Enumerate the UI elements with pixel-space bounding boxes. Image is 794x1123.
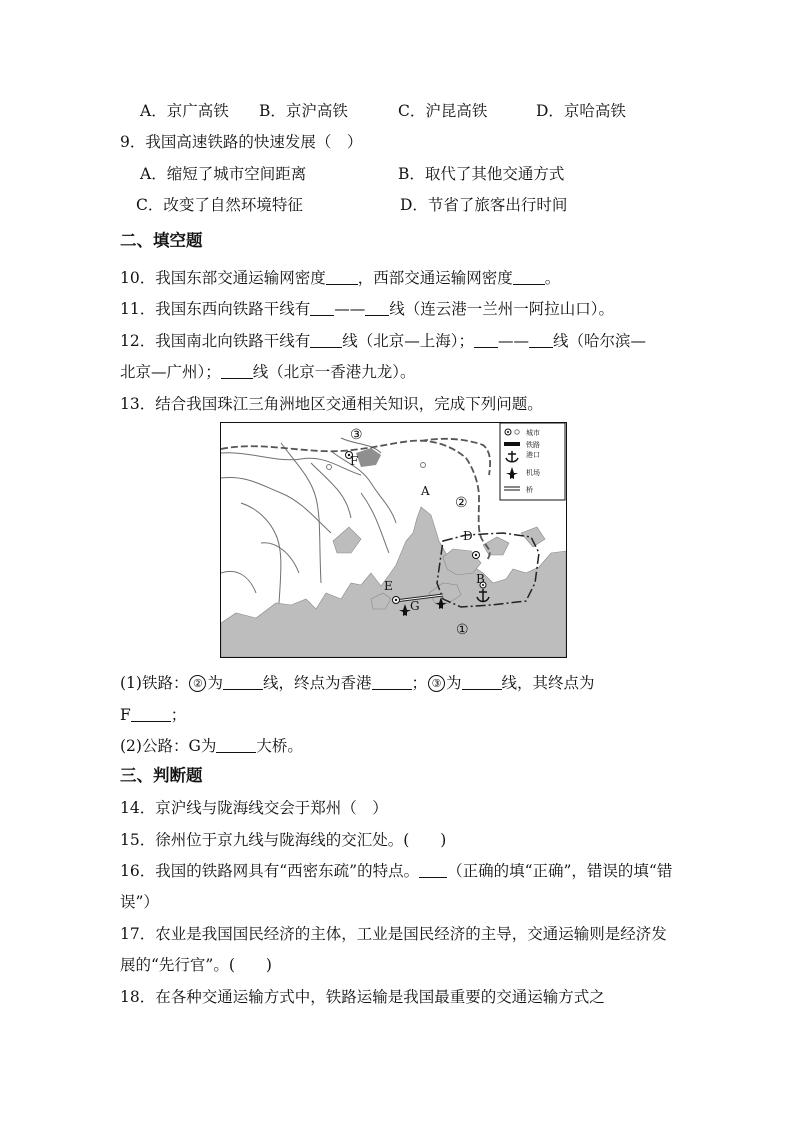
railway-to-shenzhen [421, 439, 490, 475]
q15: 15．徐州位于京九线与陇海线的交汇处。( ) [120, 831, 447, 849]
q13-blank-5[interactable] [216, 736, 256, 753]
q12-blank-1[interactable] [310, 331, 342, 348]
legend-city: 城市 [526, 429, 540, 437]
q11-blank-1[interactable] [310, 299, 334, 316]
q11: 11．我国东西向铁路干线有 —— 线（连云港一兰州一阿拉山口）。 [120, 300, 614, 318]
q14: 14．京沪线与陇海线交会于郑州（ ） [120, 799, 388, 817]
map-label-f: F [350, 454, 359, 468]
q13-sub1-line2: F ； [120, 706, 187, 724]
q16-line2: 误”） [120, 893, 159, 911]
section-3-title: 三、判断题 [120, 766, 203, 785]
q13-sub2: (2)公路：G为 大桥。 [120, 737, 303, 755]
q10-blank-2[interactable] [513, 268, 545, 285]
q17-line2: 展的“先行官”。( ) [120, 956, 272, 974]
q10-blank-1[interactable] [326, 268, 358, 285]
q16-line1: 16．我国的铁路网具有“西密东疏”的特点。 （正确的填“正确”，错误的填“错 [120, 862, 673, 880]
legend-bridge: 桥 [526, 486, 533, 494]
q17-line1: 17．农业是我国国民经济的主体，工业是国民经济的主导，交通运输则是经济发 [120, 925, 667, 943]
q18: 18．在各种交通运输方式中，铁路运输是我国最重要的交通运输方式之 [120, 988, 605, 1006]
q10: 10．我国东部交通运输网密度 ，西部交通运输网密度 。 [120, 269, 561, 287]
q9-option-b: B．取代了其他交通方式 [398, 165, 565, 183]
section-2-title: 二、填空题 [120, 231, 203, 250]
pearl-river-delta-map [220, 422, 567, 658]
map-legend [500, 423, 565, 500]
q12-line-1: 12．我国南北向铁路干线有 线（北京—上海）； —— 线（哈尔滨— [120, 332, 647, 350]
legend-railway: 铁路 [526, 441, 540, 449]
q13-blank-1[interactable] [223, 673, 263, 690]
map-label-a: A [421, 484, 430, 498]
q13-stem: 13．结合我国珠江三角洲地区交通相关知识，完成下列问题。 [120, 395, 543, 413]
q12-line-2: 北京—广州）； 线（北京一香港九龙）。 [120, 363, 416, 381]
q16-blank[interactable] [419, 861, 447, 878]
map-label-circle-3: ③ [350, 427, 363, 443]
q13-blank-4[interactable] [131, 705, 171, 722]
q9-stem: 9．我国高速铁路的快速发展（ ） [120, 133, 363, 151]
q13-blank-2[interactable] [372, 673, 412, 690]
q9-option-c: C．改变了自然环境特征 [136, 196, 303, 214]
q12-blank-4[interactable] [221, 362, 253, 379]
q8-option-d: D．京哈高铁 [536, 102, 626, 120]
q8-option-c: C．沪昆高铁 [398, 102, 488, 120]
map-label-e: E [384, 579, 393, 593]
q11-blank-2[interactable] [365, 299, 389, 316]
legend-airport: 机场 [526, 469, 540, 477]
legend-port: 港口 [526, 451, 540, 459]
q9-option-a: A．缩短了城市空间距离 [140, 165, 307, 183]
q9-option-d: D．节省了旅客出行时间 [400, 196, 568, 214]
map-label-circle-1: ① [456, 622, 469, 638]
q8-option-b: B．京沪高铁 [259, 102, 348, 120]
map-label-d: D [463, 529, 473, 543]
map-label-circle-2: ② [455, 495, 468, 511]
q12-blank-3[interactable] [529, 331, 553, 348]
q8-option-a: A．京广高铁 [140, 102, 229, 120]
map-label-b: B [476, 572, 485, 586]
map-label-g: G [410, 599, 420, 613]
q13-blank-3[interactable] [462, 673, 502, 690]
q13-sub1-line1: (1)铁路： ② 为 线，终点为香港 ； ③ 为 线，其终点为 [120, 674, 595, 692]
q12-blank-2[interactable] [474, 331, 498, 348]
